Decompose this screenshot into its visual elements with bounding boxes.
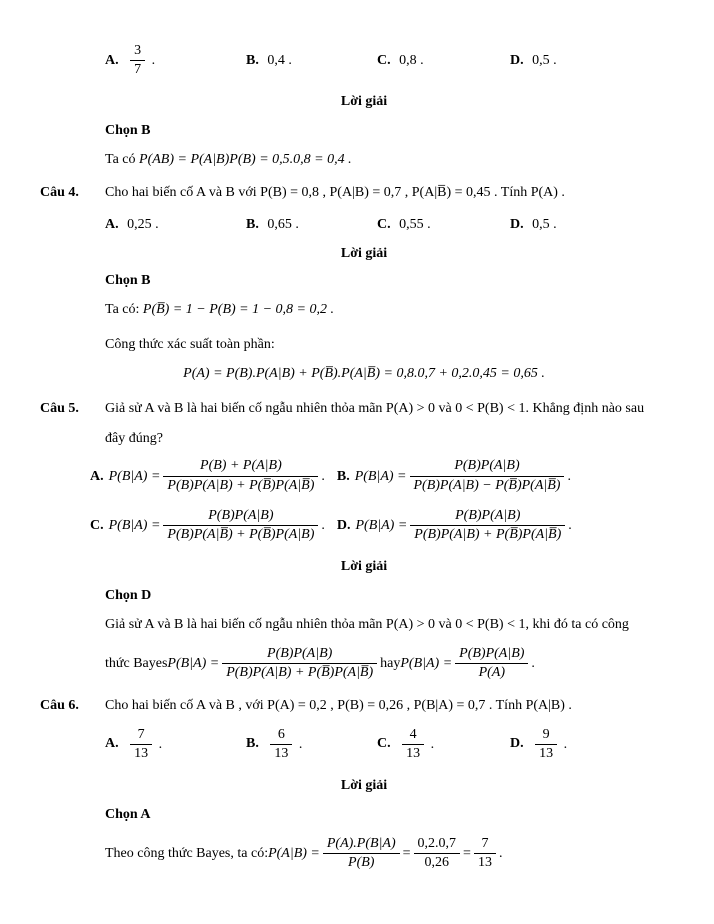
q6-option-c (377, 726, 510, 763)
fraction-denominator: P(B) (323, 853, 400, 872)
q5-option-a-fraction (163, 457, 318, 494)
q3-option-a-fraction (130, 42, 145, 79)
fraction-denominator: P(B)P(A|B) − P(B̅)P(A|B̅) (410, 476, 565, 495)
fraction-denominator: 13 (474, 853, 496, 872)
fraction-denominator: P(A) (455, 663, 528, 682)
q6-option-b (246, 726, 377, 763)
fraction-numerator: 7 (481, 835, 489, 851)
q5-bayes-lhs: P(B|A) = (167, 656, 220, 672)
fraction-numerator: 4 (409, 726, 417, 742)
q4-solution-line2: Công thức xác suất toàn phần: (105, 337, 275, 353)
q6-choice: Chọn A (105, 806, 151, 822)
q4-option-c-label: C. (377, 217, 391, 233)
fraction-numerator: 7 (137, 726, 145, 742)
q4-option-d-label: D. (510, 217, 524, 233)
q5-bayes-mid: hay (380, 656, 401, 672)
q3-option-c (377, 50, 510, 71)
q5-option-c-suffix: . (321, 517, 325, 533)
q5-option-b (337, 457, 571, 494)
q5-bayes-lhs2: P(B|A) = (400, 656, 453, 672)
q5-bayes-pre: thức Bayes (105, 656, 168, 672)
q6-option-a (105, 726, 246, 763)
q5-question-line2: đây đúng? (105, 431, 163, 447)
q3-options-row (40, 42, 688, 79)
q5-option-d-suffix: . (568, 517, 572, 533)
q5-options-row-cd (40, 507, 688, 544)
fraction-denominator: 13 (535, 744, 557, 763)
q6-options-row (40, 726, 688, 763)
q3-option-d-label: D. (510, 53, 524, 69)
q5-option-c-fraction (163, 507, 318, 544)
q3-option-a-suffix: . (151, 52, 156, 68)
q6-solution-heading: Lời giải (340, 777, 388, 793)
q6-equals-1: = (402, 846, 411, 862)
fraction-denominator: 0,26 (414, 853, 461, 872)
fraction-denominator: P(B)P(A|B) + P(B̅)P(A|B̅) (410, 525, 565, 544)
q3-option-b (246, 50, 377, 71)
q6-fraction-result (474, 835, 496, 872)
q4-solution-line1 (40, 299, 688, 320)
fraction-numerator: P(A).P(B|A) (326, 835, 396, 851)
q4-label: Câu 4. (40, 185, 79, 201)
q6-solution-pre: Theo công thức Bayes, ta có: (105, 846, 269, 862)
q6-option-d-fraction (535, 726, 557, 763)
q3-option-b-value: 0,4 . (267, 53, 292, 69)
q3-choice: Chọn B (105, 123, 151, 139)
q6-question-text: Cho hai biến cố A và B , với P(A) = 0,2 , P(B) = 0,26 , P(B|A) = 0,7 . Tính P(A|B) . (105, 697, 572, 713)
q3-solution-text: Ta có (105, 152, 140, 168)
q5-option-a-label: A. (90, 468, 104, 484)
q5-bayes-suffix: . (531, 656, 535, 672)
q3-option-a-label: A. (105, 52, 119, 68)
q6-fraction-symbolic (323, 835, 400, 872)
q6-option-c-suffix: . (430, 736, 435, 752)
q6-option-b-fraction (270, 726, 292, 763)
q4-options-row (40, 214, 688, 235)
q3-option-c-label: C. (377, 53, 391, 69)
q6-option-d-suffix: . (563, 736, 568, 752)
q5-bayes-fraction2 (455, 645, 528, 682)
q6-option-c-fraction (402, 726, 424, 763)
q5-question-row (40, 398, 688, 449)
q3-solution-heading: Lời giải (340, 94, 388, 110)
q6-option-a-suffix: . (158, 736, 163, 752)
fraction-numerator: 6 (277, 726, 285, 742)
fraction-denominator: 7 (130, 60, 145, 79)
q4-option-a (105, 214, 246, 235)
q4-option-b-value: 0,65 . (267, 217, 299, 233)
q5-option-b-fraction (410, 457, 565, 494)
q4-option-a-value: 0,25 . (127, 217, 159, 233)
q3-option-a (105, 42, 246, 79)
q4-option-b-label: B. (246, 217, 259, 233)
q5-bayes-fraction1 (222, 645, 377, 682)
q4-solution-heading: Lời giải (340, 246, 388, 262)
q4-question-text: Cho hai biến cố A và B với P(B) = 0,8 , P(A|B) = 0,7 , P(A|B̅) = 0,45 . Tính P(A) . (105, 185, 565, 201)
q4-option-c (377, 214, 510, 235)
fraction-denominator: P(B)P(A|B) + P(B̅)P(A|B̅) (222, 663, 377, 682)
q4-total-probability-equation: P(A) = P(B).P(A|B) + P(B̅).P(A|B̅) = 0,8.0,7 + 0,2.0,45 = 0,65 . (183, 366, 545, 382)
fraction-numerator: P(B)P(A|B) (267, 646, 333, 662)
q6-label: Câu 6. (40, 697, 79, 713)
q4-choice: Chọn B (105, 273, 151, 289)
q6-option-d-label: D. (510, 736, 524, 752)
q4-option-d (510, 214, 688, 235)
q3-solution-formula: P(AB) = P(A|B)P(B) = 0,5.0,8 = 0,4 . (139, 152, 352, 168)
q3-option-c-value: 0,8 . (399, 53, 424, 69)
q4-option-d-value: 0,5 . (532, 217, 557, 233)
fraction-denominator: 13 (270, 744, 292, 763)
fraction-numerator: P(B)P(A|B) (208, 507, 274, 523)
q5-options-row-ab (40, 457, 688, 494)
q5-question-text (105, 398, 688, 449)
q6-solution-lhs: P(A|B) = (268, 846, 320, 862)
q6-equals-2: = (463, 846, 471, 862)
q6-fraction-numeric (414, 835, 461, 872)
q5-question-line1: Giả sử A và B là hai biến cố ngẫu nhiên thỏa mãn P(A) > 0 và 0 < P(B) < 1. Khẳng định nào sau (105, 401, 645, 417)
q3-option-b-label: B. (246, 53, 259, 69)
fraction-numerator: P(B)P(A|B) (459, 646, 525, 662)
q5-option-c-lhs: P(B|A) = (108, 517, 161, 533)
q4-solution-text1: Ta có: (105, 302, 143, 318)
fraction-numerator: P(B)P(A|B) (454, 458, 520, 474)
q5-label: Câu 5. (40, 401, 79, 417)
q3-option-d (510, 50, 688, 71)
q6-option-b-suffix: . (298, 736, 303, 752)
q5-bayes-line (40, 645, 688, 682)
fraction-numerator: P(B)P(A|B) (455, 507, 521, 523)
q4-question-row (40, 182, 688, 203)
q5-choice: Chọn D (105, 588, 152, 604)
q5-option-a (90, 457, 325, 494)
q4-solution-formula1: P(B̅) = 1 − P(B) = 1 − 0,8 = 0,2 . (142, 302, 334, 318)
q6-option-d (510, 726, 688, 763)
q5-option-c-label: C. (90, 517, 104, 533)
q4-option-a-label: A. (105, 217, 119, 233)
q5-option-b-lhs: P(B|A) = (354, 468, 407, 484)
q6-option-a-label: A. (105, 736, 119, 752)
q5-solution-line1: Giả sử A và B là hai biến cố ngẫu nhiên thỏa mãn P(A) > 0 và 0 < P(B) < 1, khi đó ta có công (105, 617, 629, 633)
q6-option-c-label: C. (377, 736, 391, 752)
q6-solution-suffix: . (498, 846, 503, 862)
q5-option-a-lhs: P(B|A) = (108, 468, 161, 484)
q5-option-c (90, 507, 325, 544)
q5-option-d-lhs: P(B|A) = (355, 517, 408, 533)
q3-solution-line (40, 149, 688, 170)
q6-option-a-fraction (130, 726, 152, 763)
fraction-numerator: P(B) + P(A|B) (200, 458, 282, 474)
q5-option-d-fraction (410, 507, 565, 544)
q5-solution-heading: Lời giải (340, 559, 388, 575)
fraction-denominator: 13 (130, 744, 152, 763)
fraction-numerator: 0,2.0,7 (417, 835, 457, 851)
fraction-denominator: P(B)P(A|B̅) + P(B̅)P(A|B) (163, 525, 318, 544)
q4-option-b (246, 214, 377, 235)
q5-option-d (337, 507, 572, 544)
q5-option-d-label: D. (336, 517, 351, 533)
q3-option-d-value: 0,5 . (532, 53, 557, 69)
q5-option-b-label: B. (336, 468, 350, 484)
q5-option-a-suffix: . (321, 468, 325, 484)
fraction-numerator: 9 (542, 726, 550, 742)
q6-question-row (40, 695, 688, 716)
q4-option-c-value: 0,55 . (399, 217, 431, 233)
fraction-numerator: 3 (134, 43, 142, 58)
q6-option-b-label: B. (246, 736, 259, 752)
q5-option-b-suffix: . (567, 468, 571, 484)
q6-solution-line (40, 835, 688, 872)
fraction-denominator: 13 (402, 744, 424, 763)
fraction-denominator: P(B)P(A|B) + P(B̅)P(A|B̅) (163, 476, 318, 495)
